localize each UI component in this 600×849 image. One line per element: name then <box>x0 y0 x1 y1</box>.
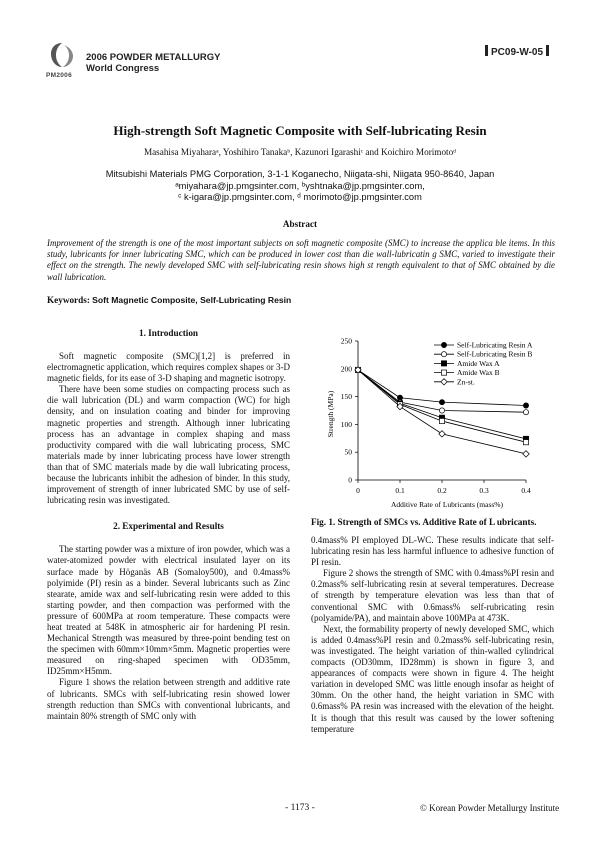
data-point <box>523 451 529 457</box>
x-axis-label: Additive Rate of Lubricants (mass%) <box>390 500 504 509</box>
keywords: Keywords: Soft Magnetic Composite, Self-Lubricating Resin <box>47 295 292 305</box>
y-tick-label: 150 <box>340 392 352 402</box>
legend-label: Amide Wax B <box>457 368 500 378</box>
affiliation-line-3: ᶜ k-igara@jp.pmgsinter.com, ᵈ morimoto@jp.pmgsinter.com <box>178 192 422 202</box>
data-point <box>439 431 445 437</box>
y-tick-label: 200 <box>340 364 352 374</box>
copyright-notice: © Korean Powder Metallurgy Institute <box>420 803 560 813</box>
x-tick-label: 0.1 <box>395 486 405 495</box>
y-tick-label: 100 <box>340 419 352 429</box>
paper-title: High-strength Soft Magnetic Composite with Self-lubricating Resin <box>113 123 487 138</box>
figure-1-caption: Fig. 1. Strength of SMCs vs. Additive Rate of L ubricants. <box>311 517 537 527</box>
affiliation-line-1: Mitsubishi Materials PMG Corporation, 3-1-1 Koganecho, Niigata-shi, Niigata 950-8640, Japan <box>105 169 495 179</box>
legend-label: Self-Lubricating Resin A <box>457 340 533 350</box>
affiliation-line-2: ᵃmiyahara@jp.pmgsinter.com, ᵇyshtnaka@jp.pmgsinter.com, <box>175 180 425 191</box>
x-tick-label: 0.2 <box>437 486 447 495</box>
experimental-paragraph-2: Figure 1 shows the relation between strength and additive rate of lubricants. SMCs with self-lubricating resin showed lower strength reduction than SMCs with conventional lubricants, and maintain 80% strength of SMC only with <box>47 677 290 721</box>
affiliation <box>0 169 600 204</box>
abstract-heading: Abstract <box>282 219 318 229</box>
pm2006-logo-icon <box>50 42 74 68</box>
right-paragraph-3: Next, the formability property of newly developed SMC, which is added 0.4mass%PI resin and 0.2mass% self-lubricating resin, was investigated. The height variation of thin-walled cylindrical compacts (OD30mm, ID28mm) is shown in figure 3, and appearances of compacts were shown in figure 4. The height variation in developed SMC was little enough insofar as height of 30mm. On the other hand, the height variation in SMC with 0.6mass% PA resin was increased with the elevation of the height. It is though that this result was caused by the lower softening temperature <box>311 623 554 734</box>
x-tick-label: 0.4 <box>521 486 531 495</box>
legend-marker <box>441 361 446 366</box>
figure-1-chart <box>322 327 554 520</box>
x-tick-label: 0.3 <box>479 486 489 495</box>
logo-caption: PM2006 <box>46 72 73 79</box>
keywords-label: Keywords <box>47 295 87 305</box>
intro-paragraph-2: There have been some studies on compacting process such as die wall lubrication (DL) and warm compaction (WC) for high density, and on insulation coating and binder for improving magnetic properties and strength. Although inner lubricating process has an advantage in complex shaping and mass productivity compared with die wall lubricating process, SMC materials made by inner lubricating process have lower strength than that of SMC materials made by die wall lubricating process, because the lubricants inhibit the adhesion of binder. In this study, improvement of strength of inner lubricated SMC by use of self-lubricating resin was investigated. <box>47 384 290 506</box>
right-paragraph-1: 0.4mass% PI employed DL-WC. These results indicate that self-lubricating resin has less harmful influence to adhesive function of PI resin. <box>311 535 554 568</box>
legend-label: Amide Wax A <box>457 358 500 368</box>
right-paragraph-2: Figure 2 shows the strength of SMC with 0.4mass%PI resin and 0.2mass% self-lubricating resin at several temperatures. Decrease of strength by temperature elevation was less than that of conventional SMC with 0.6mass% self-rubricating resin (polyamide/PA), and maintain above 100MPa at 473K. <box>311 568 554 623</box>
y-tick-label: 50 <box>344 447 352 457</box>
legend-label: Self-Lubricating Resin B <box>457 349 533 359</box>
legend-marker <box>441 352 446 357</box>
legend-marker <box>441 370 446 375</box>
y-tick-label: 0 <box>348 475 352 485</box>
experimental-paragraph-1: The starting powder was a mixture of iron powder, which was a water-atomized powder with electrical insulated layer on its surface made by Höganäs AB (Somaloy500), and 0.4mass% polyimide (PI) resin as a binder. Several lubricants such as Zinc stearate, amide wax and self-lubricating resin were added to this starting powder, and then compaction was performed with the pressure of 600MPa at room temperature. These compacts were heat treated at 548K in atmospheric air for hardening PI resin. Mechanical Strength was measured by three-point bending test on the specimen with 60mm×10mm×5mm. Magnetic properties were measured on ring-shaped specimen with OD35mm, ID25mm×H5mm. <box>47 544 290 677</box>
section-heading-introduction: 1. Introduction <box>138 328 199 338</box>
data-point <box>439 418 444 423</box>
data-point <box>523 440 528 445</box>
conference-line-1: 2006 POWDER METALLURGY <box>86 52 221 63</box>
y-tick-label: 250 <box>340 336 352 346</box>
x-tick-label: 0 <box>356 486 360 495</box>
section-heading-experimental: 2. Experimental and Results <box>113 521 224 532</box>
data-point <box>523 410 528 415</box>
keywords-value: Soft Magnetic Composite, Self-Lubricating Resin <box>92 295 292 305</box>
author-list: Masahisa Miyaharaᵃ, Yoshihiro Tanakaᵇ, Kazunori Igarashiᶜ and Koichiro Morimotoᵈ <box>143 147 457 157</box>
intro-paragraph-1: Soft magnetic composite (SMC)[1,2] is preferred in electromagnetic application, which requires complex shapes or 3-D magnetic fields, for its ease of 3-D shaping and magnetic isotropy. <box>47 351 290 384</box>
paper-id <box>482 45 552 58</box>
data-point <box>523 403 528 408</box>
right-column <box>311 517 554 735</box>
page-number: - 1173 - <box>285 803 315 813</box>
y-axis-label: Strength (MPa) <box>326 390 335 438</box>
legend-label: Zn-st. <box>457 377 475 387</box>
legend-marker <box>441 379 447 385</box>
abstract-text: Improvement of the strength is one of the most important subjects on soft magnetic composite (SMC) to increase the applica ble items. In this study, lubricants for inner lubricating SMC, which can be produced in lower cost than die wall-lubricatin g SMC, varied to investigate their effect on the strength. The newly developed SMC with self-lubricating resin shows high st rength equivalent to that of SMC obtained by die wall lubrication. <box>47 238 555 282</box>
paper-id-text: PC09-W-05 <box>491 47 544 58</box>
data-point <box>439 408 444 413</box>
conference-name <box>86 52 220 74</box>
left-column <box>47 328 290 722</box>
conference-line-2: World Congress <box>86 63 160 74</box>
legend-marker <box>441 342 446 347</box>
data-point <box>439 400 444 405</box>
